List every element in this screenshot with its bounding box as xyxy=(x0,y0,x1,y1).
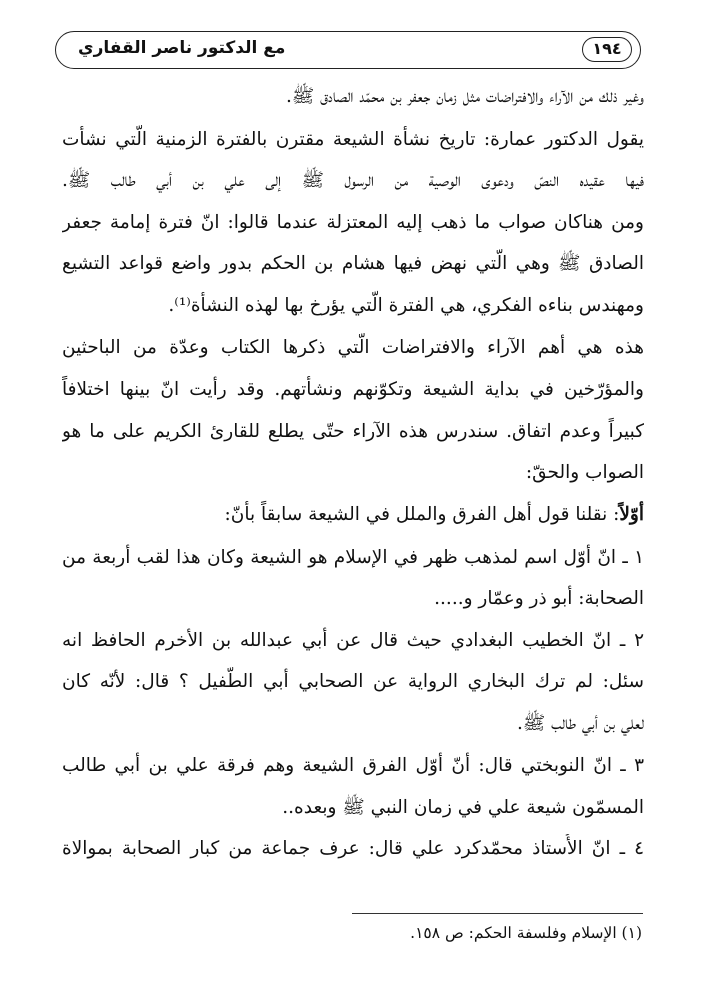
paragraph-line: والمؤرّخين في بداية الشيعة وتكوّنهم ونشأتهم. وقد رأيت انّ بينها اختلافاً xyxy=(62,379,644,400)
paragraph-line: ومن هناكان صواب ما ذهب إليه المعتزلة عندما قالوا: انّ فترة إمامة جعفر xyxy=(62,212,644,233)
list-item-line: لعلي بن أبي طالب ﷺ. xyxy=(517,713,644,734)
footnote-divider xyxy=(352,913,643,914)
paragraph-line: يقول الدكتور عمارة: تاريخ نشأة الشيعة مقترن بالفترة الزمنية الّتي نشأت xyxy=(62,129,644,150)
paragraph-line: فيها عقيده النصّ ودعوى الوصية من الرسول ﷺ إلى علي بن أبي طالب ﷺ. xyxy=(62,170,644,191)
list-item-line: المسمّون شيعة علي في زمان النبي ﷺ وبعده.. xyxy=(282,797,644,818)
paragraph-line: وغير ذلك من الآراء والافتراضات مثل زمان جعفر بن محمّد الصادق ﷺ. xyxy=(285,86,644,107)
paragraph-line: كبيراً وعدم اتفاق. سندرس هذه الآراء حتّى يطلع للقارئ الكريم على ما هو xyxy=(62,421,644,442)
lead-in-word: أوّلاً xyxy=(619,504,644,525)
section-lead-line: أوّلاً: نقلنا قول أهل الفرق والملل في الشيعة سابقاً بأنّ: xyxy=(224,504,644,525)
page-header xyxy=(55,31,641,69)
list-item-line: ٣ ـ انّ النوبختي قال: أنّ أوّل الفرق الشيعة وهم فرقة علي بن أبي طالب xyxy=(62,755,644,776)
paragraph-line: ومهندس بناءه الفكري، هي الفترة الّتي يؤرخ بها لهذه النشأة⁽¹⁾. xyxy=(168,295,644,316)
list-item-line: ٢ ـ انّ الخطيب البغدادي حيث قال عن أبي عبدالله بن الأخرم الحافظ انه xyxy=(62,630,644,651)
list-item-line: الصحابة: أبو ذر وعمّار و..... xyxy=(434,588,644,609)
paragraph-line: الصواب والحقّ: xyxy=(525,462,644,483)
list-item-line: ٤ ـ انّ الأُستاذ محمّدكرد علي قال: عرف جماعة من كبار الصحابة بموالاة xyxy=(62,838,644,859)
list-item-line: سئل: لم ترك البخاري الرواية عن الصحابي أبي الطّفيل ؟ قال: لأنّه كان xyxy=(62,671,644,692)
footnote: (١) الإسلام وفلسفة الحكم: ص ١٥٨. xyxy=(410,924,642,942)
page-number: ١٩٤ xyxy=(582,37,632,62)
paragraph-line: هذه هي أهم الآراء والافتراضات الّتي ذكرها الكتاب وعدّة من الباحثين xyxy=(62,337,644,358)
list-item-line: ١ ـ انّ أوّل اسم لمذهب ظهر في الإسلام هو الشيعة وكان هذا لقب أربعة من xyxy=(62,547,644,568)
paragraph-line: الصادق ﷺ وهي الّتي نهض فيها هشام بن الحكم بدور واضع قواعد التشيع xyxy=(62,253,644,274)
running-title: مع الدكتور ناصر القفاري xyxy=(78,38,286,58)
